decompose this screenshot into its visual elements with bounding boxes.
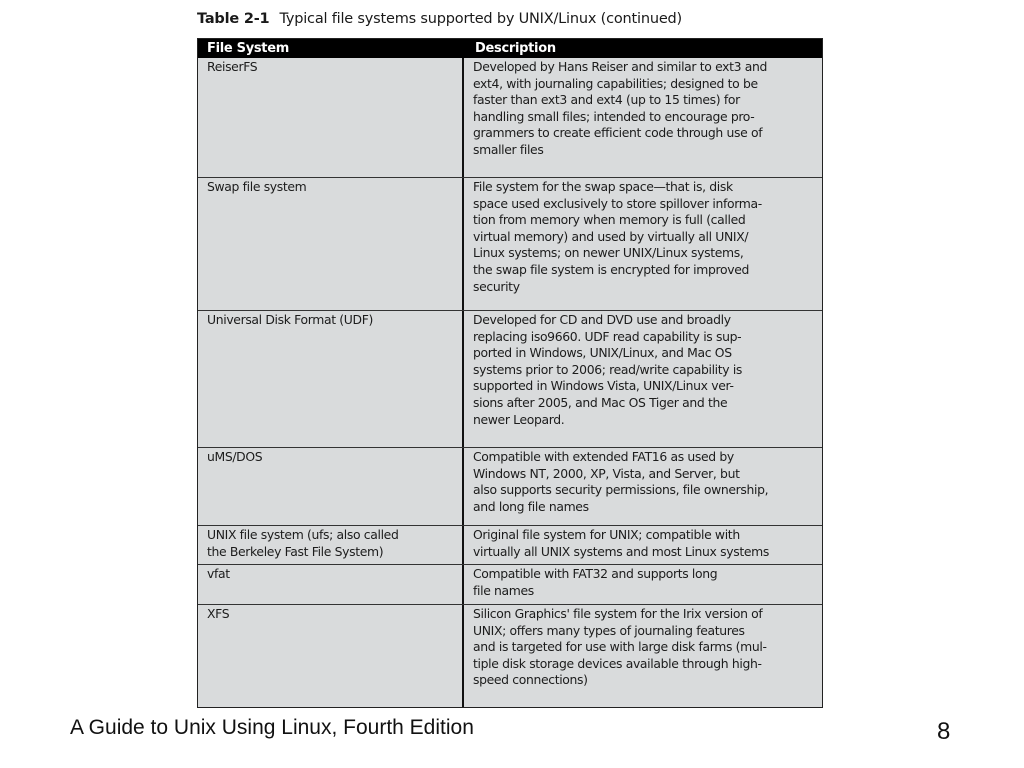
description-line: UNIX; offers many types of journaling features [473, 622, 745, 638]
book-title: A Guide to Unix Using Linux, Fourth Edition [70, 716, 474, 739]
file-system-name-line: XFS [207, 606, 230, 621]
description-line: Silicon Graphics' file system for the Irix version of [473, 606, 763, 621]
description-line: handling small files; intended to encourage pro- [473, 108, 755, 124]
file-system-name-cell [198, 605, 464, 707]
description-line: also supports security permissions, file ownership, [473, 482, 769, 498]
file-systems-table [197, 38, 823, 708]
table-row [198, 604, 822, 707]
column-header-description: Description [475, 41, 556, 56]
description-cell [464, 565, 822, 604]
description-cell [464, 58, 822, 177]
description-line: File system for the swap space—that is, disk [473, 179, 733, 194]
description-line: Linux systems; on newer UNIX/Linux systems, [473, 245, 744, 261]
file-system-name-cell [198, 526, 464, 564]
table-row [198, 310, 822, 447]
file-system-name-cell [198, 178, 464, 310]
description-line: grammers to create efficient code through use of [473, 125, 763, 141]
description-cell [464, 178, 822, 310]
file-system-name-cell [198, 58, 464, 177]
description-line: ext4, with journaling capabilities; designed to be [473, 75, 758, 91]
table-row [198, 58, 822, 177]
description-line: the swap file system is encrypted for improved [473, 261, 749, 277]
description-line: faster than ext3 and ext4 (up to 15 times) for [473, 92, 740, 108]
file-system-name-line: vfat [207, 566, 230, 581]
table-number: Table 2-1 [197, 11, 270, 27]
table-body [198, 58, 822, 707]
table-caption [197, 11, 837, 27]
file-system-name-cell [198, 448, 464, 525]
description-cell [464, 311, 822, 447]
file-system-name-cell [198, 311, 464, 447]
description-line: security [473, 278, 520, 294]
page-number: 8 [937, 718, 951, 745]
description-cell [464, 526, 822, 564]
description-line: virtually all UNIX systems and most Linux systems [473, 543, 769, 559]
file-system-name-line: Swap file system [207, 179, 307, 194]
file-system-name-cell [198, 565, 464, 604]
description-cell [464, 605, 822, 707]
description-line: virtual memory) and used by virtually all UNIX/ [473, 228, 749, 244]
description-line: file names [473, 582, 534, 598]
description-line: sions after 2005, and Mac OS Tiger and the [473, 394, 728, 410]
description-line: Compatible with extended FAT16 as used by [473, 449, 734, 464]
table-row [198, 525, 822, 564]
table-header-row [198, 39, 822, 58]
description-cell [464, 448, 822, 525]
table-title: Typical file systems supported by UNIX/Linux (continued) [279, 11, 683, 27]
description-line: Developed for CD and DVD use and broadly [473, 312, 731, 327]
file-system-name-line: the Berkeley Fast File System) [207, 543, 384, 559]
description-line: tion from memory when memory is full (called [473, 212, 746, 228]
description-line: Compatible with FAT32 and supports long [473, 566, 718, 581]
file-system-name-line: UNIX file system (ufs; also called [207, 527, 399, 542]
description-line: speed connections) [473, 672, 588, 688]
description-line: Windows NT, 2000, XP, Vista, and Server, but [473, 465, 740, 481]
file-system-name-line: Universal Disk Format (UDF) [207, 312, 373, 327]
description-line: supported in Windows Vista, UNIX/Linux ver- [473, 378, 734, 394]
description-line: smaller files [473, 141, 544, 157]
description-line: tiple disk storage devices available through high- [473, 655, 762, 671]
description-line: systems prior to 2006; read/write capability is [473, 361, 743, 377]
description-line: space used exclusively to store spillover informa- [473, 195, 762, 211]
table-row [198, 564, 822, 604]
description-line: Developed by Hans Reiser and similar to ext3 and [473, 59, 767, 74]
description-line: Original file system for UNIX; compatible with [473, 527, 740, 542]
column-header-file-system: File System [207, 41, 289, 56]
table-row [198, 447, 822, 525]
description-line: and is targeted for use with large disk farms (mul- [473, 639, 767, 655]
description-line: and long file names [473, 498, 589, 514]
description-line: replacing iso9660. UDF read capability is sup- [473, 328, 742, 344]
description-line: newer Leopard. [473, 411, 565, 427]
description-line: ported in Windows, UNIX/Linux, and Mac OS [473, 345, 732, 361]
file-system-name-line: ReiserFS [207, 59, 258, 74]
table-row [198, 177, 822, 310]
file-system-name-line: uMS/DOS [207, 449, 263, 464]
